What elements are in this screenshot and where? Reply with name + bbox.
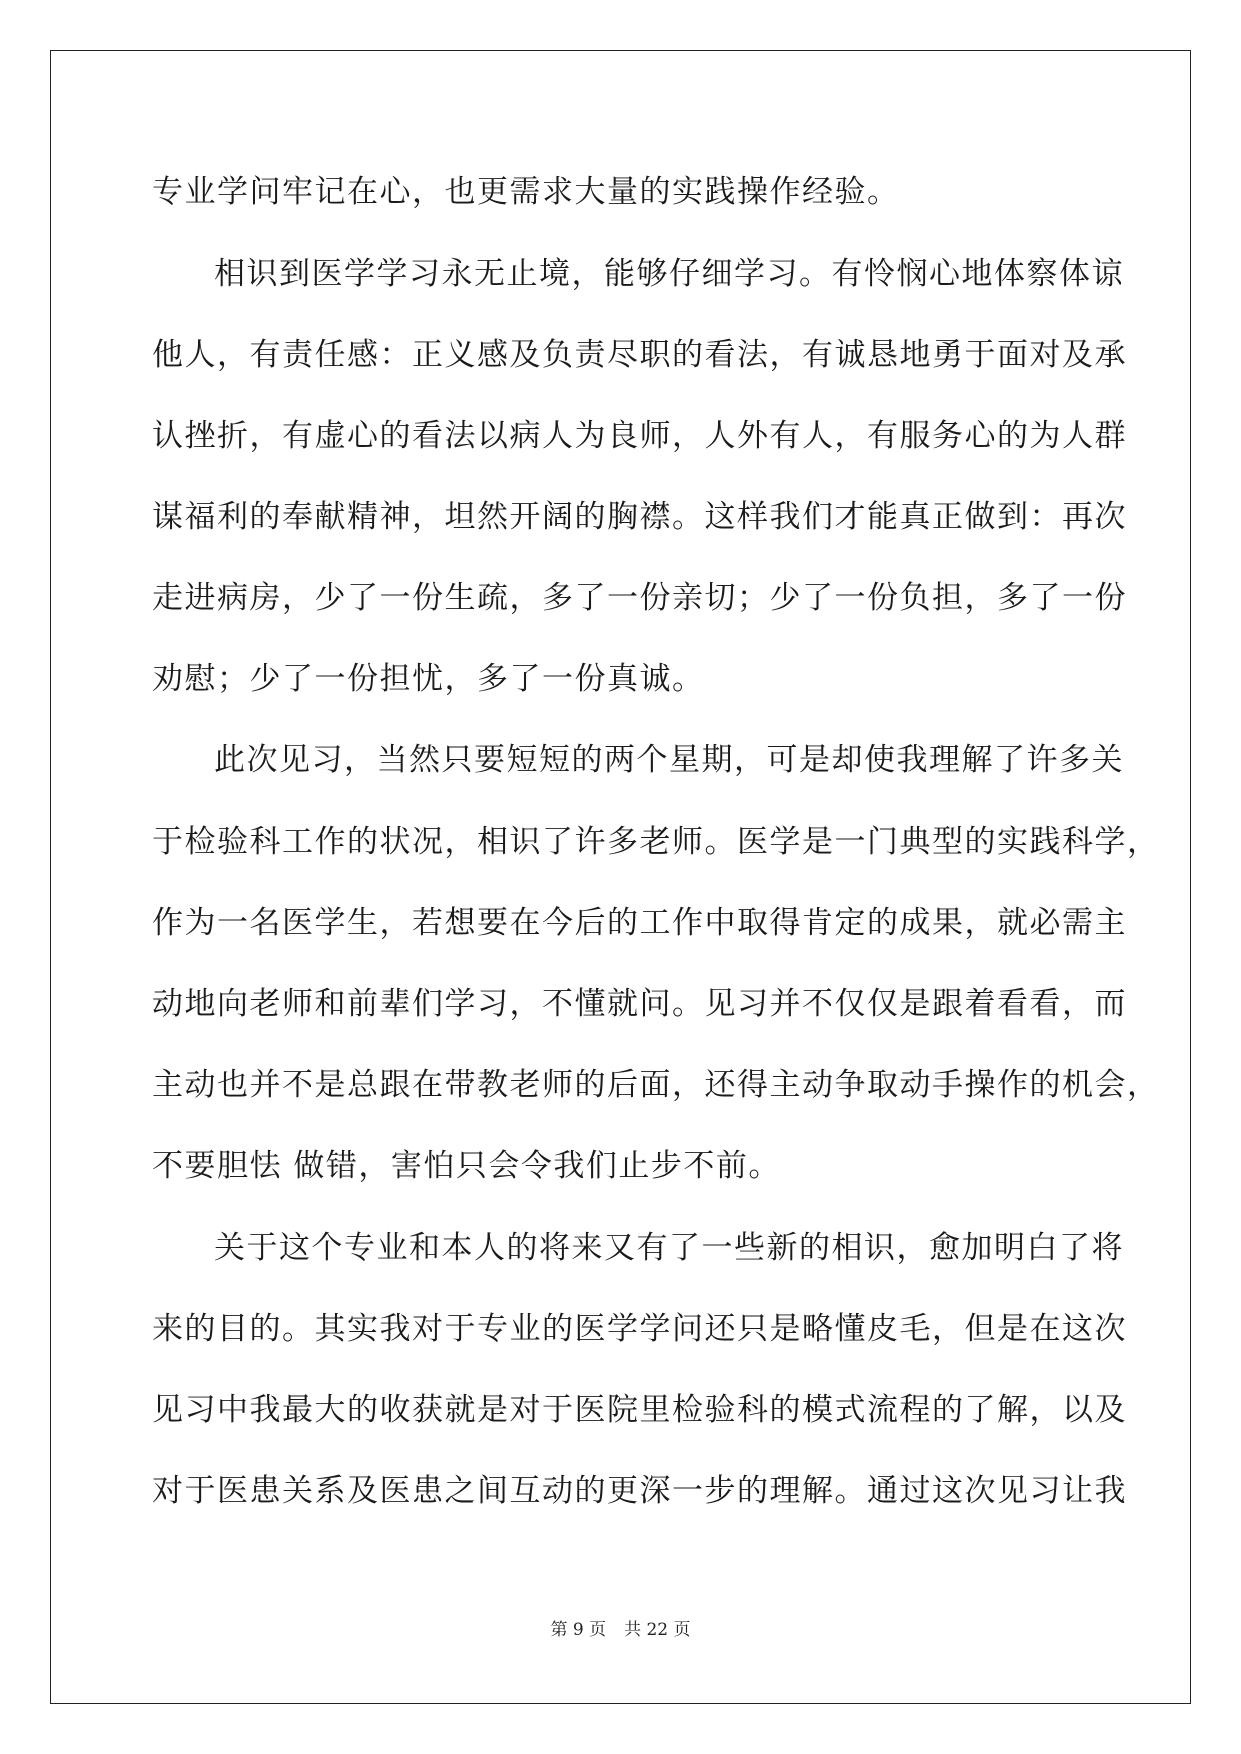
text-line: 劝慰；少了一份担忧，多了一份真诚。 bbox=[152, 661, 705, 697]
text-line: 来的目的。其实我对于专业的医学学问还只是略懂皮毛，但是在这次 bbox=[152, 1311, 1127, 1347]
text-line: 认挫折，有虚心的看法以病人为良师，人外有人，有服务心的为人群 bbox=[152, 418, 1127, 454]
text-line: 谋福利的奉献精神，坦然开阔的胸襟。这样我们才能真正做到：再次 bbox=[152, 499, 1127, 535]
text-line: 走进病房，少了一份生疏，多了一份亲切；少了一份负担，多了一份 bbox=[152, 580, 1127, 616]
page-total: 共 22 页 bbox=[624, 1620, 691, 1640]
text-line: 此次见习，当然只要短短的两个星期，可是却使我理解了许多关 bbox=[214, 742, 1124, 778]
text-line: 相识到医学学习永无止境，能够仔细学习。有怜悯心地体察体谅 bbox=[214, 256, 1124, 292]
text-line: 作为一名医学生，若想要在今后的工作中取得肯定的成果，就必需主 bbox=[152, 905, 1127, 941]
text-line: 见习中我最大的收获就是对于医院里检验科的模式流程的了解，以及 bbox=[152, 1392, 1127, 1428]
text-line: 不要胆怯 做错，害怕只会令我们止步不前。 bbox=[152, 1148, 781, 1184]
page-footer bbox=[0, 1620, 1241, 1640]
page-number: 第 9 页 bbox=[550, 1620, 607, 1640]
text-line: 主动也并不是总跟在带教老师的后面，还得主动争取动手操作的机会， bbox=[152, 1067, 1160, 1103]
text-line: 他人，有责任感：正义感及负责尽职的看法，有诚恳地勇于面对及承 bbox=[152, 337, 1127, 373]
text-line: 对于医患关系及医患之间互动的更深一步的理解。通过这次见习让我 bbox=[152, 1473, 1127, 1509]
text-line: 于检验科工作的状况，相识了许多老师。医学是一门典型的实践科学， bbox=[152, 824, 1160, 860]
text-line: 动地向老师和前辈们学习，不懂就问。见习并不仅仅是跟着看看，而 bbox=[152, 986, 1127, 1022]
text-line: 关于这个专业和本人的将来又有了一些新的相识，愈加明白了将 bbox=[214, 1230, 1124, 1266]
page-border bbox=[50, 50, 1191, 1704]
text-line: 专业学问牢记在心，也更需求大量的实践操作经验。 bbox=[152, 174, 900, 210]
